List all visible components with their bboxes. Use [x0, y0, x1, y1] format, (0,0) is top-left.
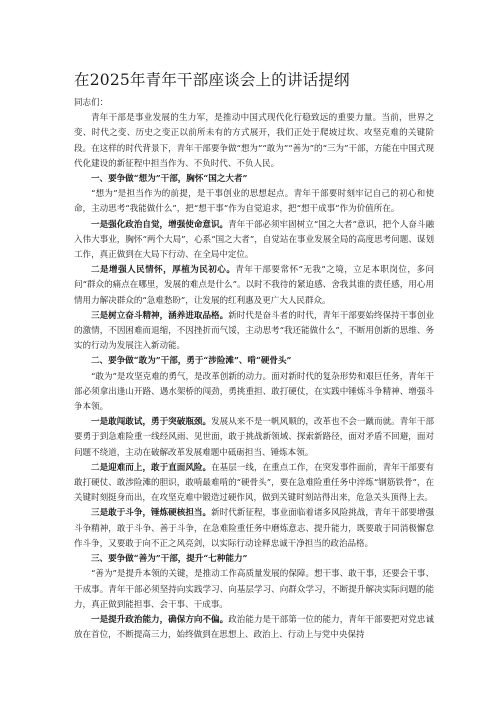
point-lead: 二是增强人民情怀，厚植为民初心。	[91, 265, 236, 276]
point-text: 新时代是奋斗者的时代，青年干部要始终保持干事创业的激情，不因困难而退缩，不因挫折而气馁，主动思考“我还能做什么”，不断用创新的思维、务实的行动为发展注入新动能。	[74, 310, 435, 352]
point-text: 政治能力是干部第一位的能力，青年干部要把对党忠诚放在首位，不断提高三力，始终做到在思想上、政治上、行动上与党中央保持	[74, 614, 435, 641]
section-point	[74, 415, 434, 461]
section-point	[74, 613, 434, 643]
point-text: 发展从来不是一帆风顺的，改革也不会一蹴而就。青年干部要勇于到急难险重一线经风雨、见世面，敢于挑战新领域、探索新路径，面对矛盾不回避，面对问题不绕道，主动在破解改革发展难题中砥砺担当、锤炼本领。	[74, 417, 435, 458]
point-text: 新时代新征程，事业面临着诸多风险挑战，青年干部要增强斗争精神，敢于斗争、善于斗争，在急难险重任务中磨炼意志、提升能力，既要敢于同消极懈怠作斗争，又要敢于向不正之风亮剑，以实际行动诠释忠诚干净担当的政治品格。	[74, 508, 435, 549]
point-lead: 二是迎难而上，敢于直面风险。	[91, 462, 212, 473]
point-lead: 三是树立奋斗精神，涵养进取品格。	[91, 310, 229, 321]
section-heading: 一、要争做“想为”干部，胸怀“国之大者”	[91, 174, 248, 185]
section-point	[74, 309, 434, 355]
section-intro: “善为”是提升本领的关键，是推动工作高质量发展的保障。想干事、敢干事，还要会干事、干成事。青年干部必须坚持向实践学习、向基层学习、向群众学习，不断提升解决实际问题的能力，真正做到能担事、会干事、干成事。	[74, 569, 434, 610]
section-point	[74, 506, 434, 552]
intro-paragraph: 青年干部是事业发展的生力军，是推动中国式现代化行稳致远的重要力量。当前，世界之变、时代之变、历史之变正以前所未有的方式展开，我们正处于爬坡过坎、攻坚克难的关键阶段。在这样的时代背景下，青年干部要争做“想为”“敢为”“善为”的“三为”干部，方能在中国式现代化建设的新征程中担当作为、不负时代、不负人民。	[74, 113, 434, 169]
salutation: 同志们：	[74, 98, 109, 108]
section-intro: “想为”是担当作为的前提，是干事创业的思想起点。青年干部要时刻牢记自己的初心和使命，主动思考“我能做什么”，把“想干事”作为自觉追求，把“想干成事”作为价值所在。	[74, 189, 434, 215]
point-lead: 一是提升政治能力，确保方向不偏。	[91, 614, 229, 625]
point-lead: 一是强化政治自觉，增强使命意识。	[91, 219, 229, 230]
section-point	[74, 263, 434, 309]
point-lead: 一是敢闯敢试，勇于突破瓶颈。	[91, 417, 212, 428]
section-heading: 二、要争做“敢为”干部，勇于“涉险滩”、啃“硬骨头”	[91, 356, 292, 367]
point-text: 青年干部必须牢固树立“国之大者”意识，把个人奋斗融入伟大事业，胸怀“两个大局”，心系“国之大者”，自觉站在事业发展全局的高度思考问题、谋划工作，真正做到在大局下行动、在全局中定位。	[74, 219, 434, 261]
point-lead: 三是敢于斗争，锤炼硬核担当。	[91, 508, 212, 519]
point-text: 青年干部要常怀“无我”之境，立足本职岗位，多问问“群众的痛点在哪里，发展的难点是什么”。以时不我待的紧迫感、舍我其谁的责任感，用心用情用力解决群众的“急难愁盼”，让发展的红利惠及更广大人民群众。	[74, 265, 434, 306]
point-text: 在基层一线，在重点工作，在突发事件面前，青年干部要有敢打硬仗、敢涉险滩的胆识，敢啃最难啃的“硬骨头”，要在急难险重任务中淬炼“钢筋铁骨”，在关键时刻挺身而出，在攻坚克难中锻造过硬作风，做到关键时刻站得出来，危急关头顶得上去。	[74, 462, 435, 504]
section-intro: “敢为”是攻坚克难的勇气，是改革创新的动力。面对新时代的复杂形势和艰巨任务，青年干部必须拿出逢山开路、遇水架桥的闯劲，勇挑重担、敢打硬仗，在实践中锤炼斗争精神、增强斗争本领。	[74, 371, 434, 413]
document-title: 在2025年青年干部座谈会上的讲话提纲	[74, 71, 350, 89]
section-heading: 三、要争做“善为”干部，提升“七种能力”	[91, 554, 248, 565]
document-body	[74, 96, 434, 643]
section-point	[74, 461, 434, 507]
section-point	[74, 218, 434, 264]
